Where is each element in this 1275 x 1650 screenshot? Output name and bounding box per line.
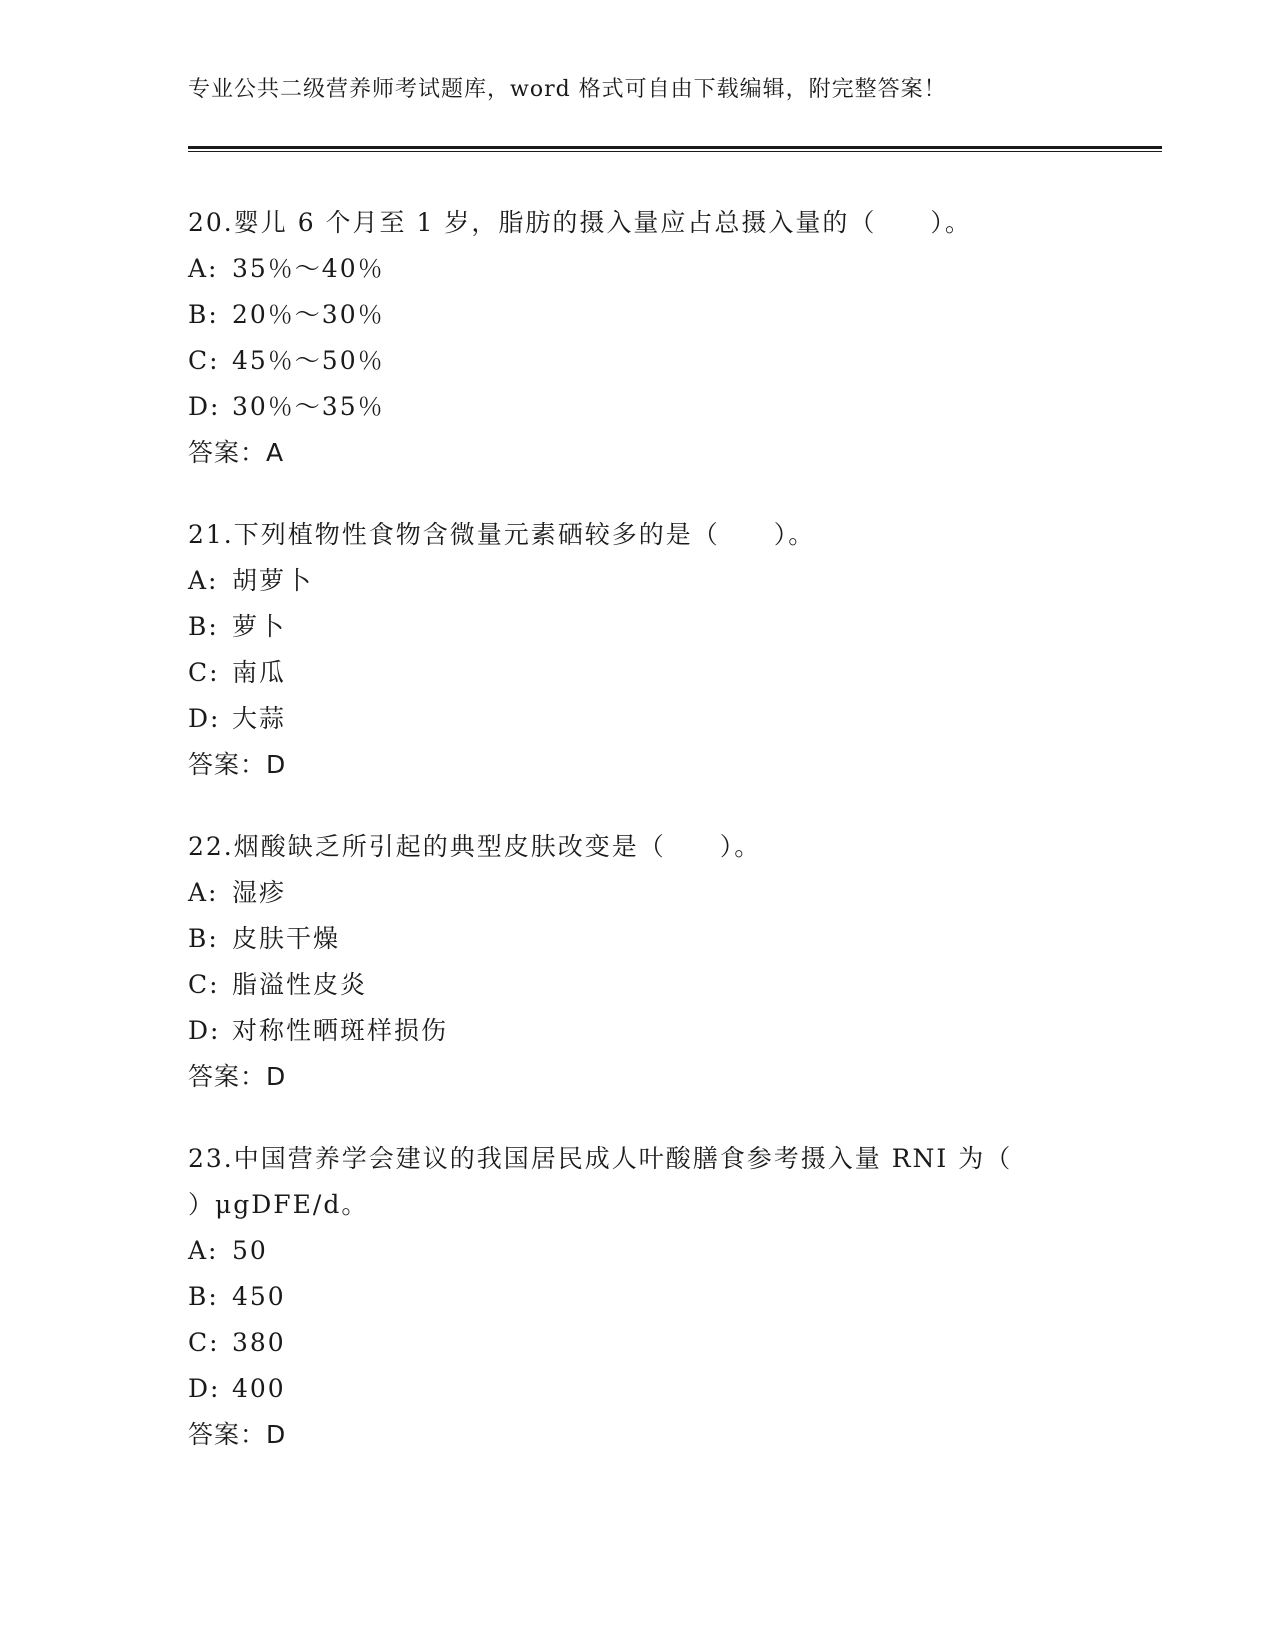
option-text: 皮肤干燥 [232, 924, 341, 953]
option-d [188, 1008, 1088, 1054]
option-b [188, 604, 1088, 650]
option-letter: B: [188, 924, 219, 953]
option-d [188, 696, 1088, 742]
option-letter: C: [188, 658, 220, 687]
question-stem: 23.中国营养学会建议的我国居民成人叶酸膳食参考摄入量 RNI 为（ ）μgDFE/d。 [188, 1144, 1067, 1219]
option-a [188, 870, 1088, 916]
header-rule-thin [188, 151, 1162, 152]
option-letter: C: [188, 970, 220, 999]
header-rule-thick [188, 146, 1162, 149]
option-text: 20％～30％ [232, 300, 385, 329]
option-text: 南瓜 [232, 658, 287, 687]
option-b [188, 916, 1088, 962]
option-letter: C: [188, 346, 220, 375]
option-letter: A: [188, 1236, 219, 1265]
option-a [188, 1228, 1088, 1274]
option-text: 萝卜 [232, 612, 287, 641]
page-header: 专业公共二级营养师考试题库，word 格式可自由下载编辑，附完整答案！ [188, 77, 947, 102]
option-text: 大蒜 [232, 704, 287, 733]
option-letter: D: [188, 704, 221, 733]
question-21 [188, 512, 1088, 788]
answer: 答案：D [188, 1420, 287, 1449]
option-text: 35％～40％ [232, 254, 385, 283]
option-text: 胡萝卜 [232, 566, 314, 595]
option-letter: A: [188, 566, 219, 595]
option-letter: D: [188, 1016, 221, 1045]
question-22 [188, 824, 1088, 1100]
answer: 答案：A [188, 438, 285, 467]
option-text: 450 [232, 1282, 286, 1311]
option-letter: D: [188, 392, 221, 421]
answer: 答案：D [188, 1062, 287, 1091]
option-c [188, 1320, 1088, 1366]
question-23 [188, 1136, 1088, 1458]
option-text: 对称性晒斑样损伤 [232, 1016, 449, 1045]
option-text: 湿疹 [232, 878, 287, 907]
option-letter: A: [188, 254, 219, 283]
option-text: 380 [232, 1328, 286, 1357]
option-d [188, 1366, 1088, 1412]
option-c [188, 962, 1088, 1008]
question-20 [188, 200, 1088, 476]
option-b [188, 292, 1088, 338]
option-d [188, 384, 1088, 430]
option-letter: C: [188, 1328, 220, 1357]
option-text: 脂溢性皮炎 [232, 970, 368, 999]
question-list [188, 200, 1088, 1494]
question-stem: 20.婴儿 6 个月至 1 岁，脂肪的摄入量应占总摄入量的（ ）。 [188, 208, 972, 237]
option-c [188, 338, 1088, 384]
option-letter: B: [188, 300, 219, 329]
option-letter: B: [188, 612, 219, 641]
option-b [188, 1274, 1088, 1320]
option-letter: A: [188, 878, 219, 907]
question-stem: 21.下列植物性食物含微量元素硒较多的是（ ）。 [188, 520, 816, 549]
option-text: 45％～50％ [232, 346, 385, 375]
option-text: 50 [232, 1236, 268, 1265]
option-text: 400 [232, 1374, 286, 1403]
question-stem: 22.烟酸缺乏所引起的典型皮肤改变是（ ）。 [188, 832, 762, 861]
option-a [188, 246, 1088, 292]
option-letter: D: [188, 1374, 221, 1403]
option-c [188, 650, 1088, 696]
option-text: 30％～35％ [232, 392, 385, 421]
option-letter: B: [188, 1282, 219, 1311]
option-a [188, 558, 1088, 604]
answer: 答案：D [188, 750, 287, 779]
